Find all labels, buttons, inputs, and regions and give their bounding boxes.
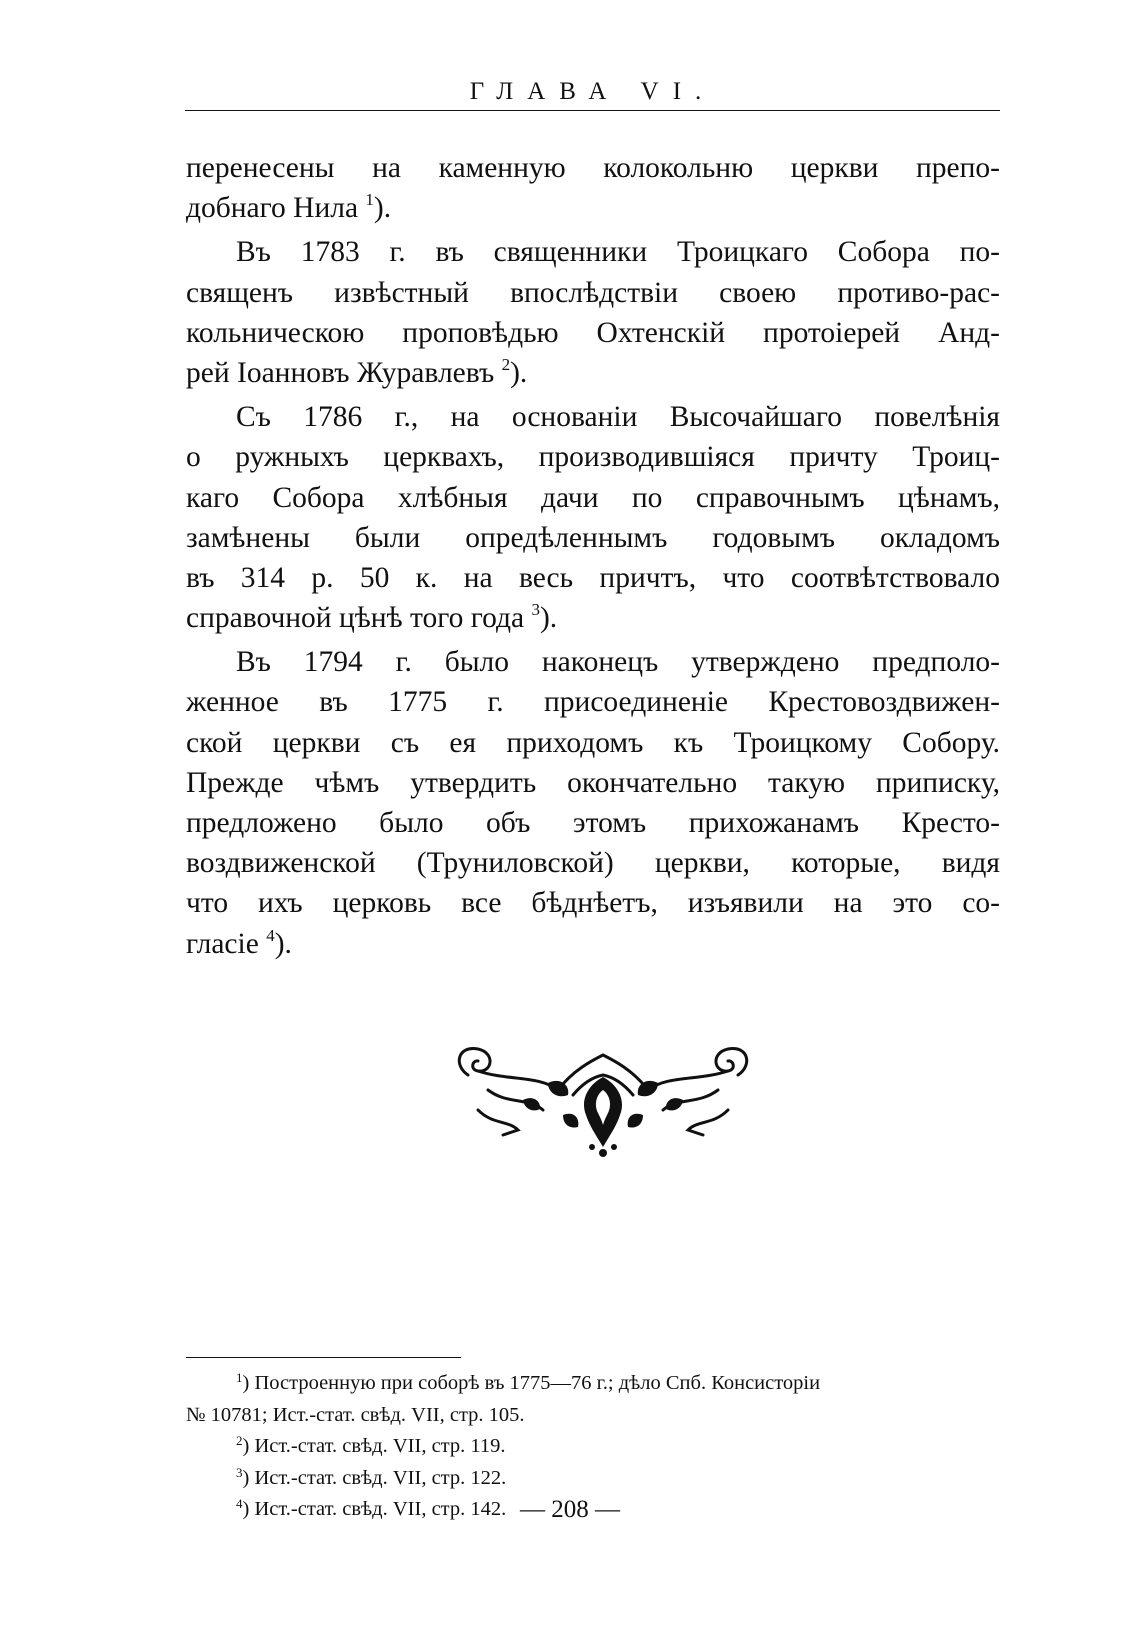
paragraph xyxy=(186,148,1000,228)
text-line: перенесены на каменную колокольню церкви препо- xyxy=(186,152,1000,184)
footnote: $^2$) Ист.-стат. свѣд. VII, стр. 119. xyxy=(236,1433,506,1457)
footnote: $^3$) Ист.-стат. свѣд. VII, стр. 122. xyxy=(236,1464,507,1489)
text-line: Въ 1783 г. въ священники Троицкаго Собора по- xyxy=(236,236,1000,269)
text-line: священъ извѣстный впослѣдствіи своею противо-рас- xyxy=(186,276,1000,309)
footnote: $^1$) Построенную при соборѣ въ 1775—76 г.; дѣло Спб. Консисторіи xyxy=(236,1370,821,1394)
chapter-header: ГЛАВА VI. xyxy=(469,78,716,105)
header-rule xyxy=(185,110,1000,111)
text-line: справочной цѣнѣ того года $^3$). xyxy=(186,600,558,635)
text-line: женное въ 1775 г. присоединеніе Крестовоздвижен- xyxy=(186,686,1000,719)
text-line: въ 314 р. 50 к. на весь причтъ, что соотвѣтствовало xyxy=(186,561,1000,594)
text-line: предложено было объ этомъ прихожанамъ Кресто- xyxy=(186,807,1000,839)
text-line: что ихъ церковь все бѣднѣетъ, изъявили на это со- xyxy=(186,887,1000,920)
paragraph xyxy=(186,232,1000,393)
text-line: ской церкви съ ея приходомъ къ Троицкому Собору. xyxy=(186,726,1000,759)
text-line: замѣнены были опредѣленнымъ годовымъ окладомъ xyxy=(186,521,1000,554)
footnote-ref[interactable]: 2 xyxy=(501,354,511,374)
floral-ornament-icon xyxy=(448,1035,758,1165)
text-line: Съ 1786 г., на основаніи Высочайшаго повелѣнія xyxy=(236,401,1000,434)
text-line: о ружныхъ церквахъ, производившіяся причту Троиц- xyxy=(186,441,1000,474)
page-number: — 208 — xyxy=(520,1496,620,1523)
text-line: рей Іоанновъ Журавлевъ $^2$). xyxy=(186,354,528,389)
text-line: каго Собора хлѣбныя дачи по справочнымъ цѣнамъ, xyxy=(186,481,1000,514)
paragraph xyxy=(186,642,1000,964)
footnote: $^4$) Ист.-стат. свѣд. VII, стр. 142. xyxy=(236,1496,507,1520)
footnote-ref[interactable]: 4 xyxy=(266,925,275,945)
text-line: гласіе $^4$). xyxy=(186,925,292,960)
paragraph xyxy=(186,397,1000,638)
text-line: воздвиженской (Труниловской) церкви, которые, видя xyxy=(186,847,1000,880)
text-line: Въ 1794 г. было наконецъ утверждено предполо- xyxy=(236,646,1000,679)
text-line: Прежде чѣмъ утвердить окончательно такую приписку, xyxy=(186,766,1000,799)
text-line: кольническою проповѣдью Охтенскій протоіерей Анд- xyxy=(186,316,1000,349)
footnote-continuation: № 10781; Ист.-стат. свѣд. VII, стр. 105. xyxy=(186,1403,525,1426)
footnote-rule xyxy=(186,1357,461,1358)
footnote-ref[interactable]: 1 xyxy=(365,190,374,210)
text-line: добнаго Нила $^1$). xyxy=(186,190,392,225)
footnote-ref[interactable]: 3 xyxy=(531,600,540,620)
body-text xyxy=(186,148,1000,964)
